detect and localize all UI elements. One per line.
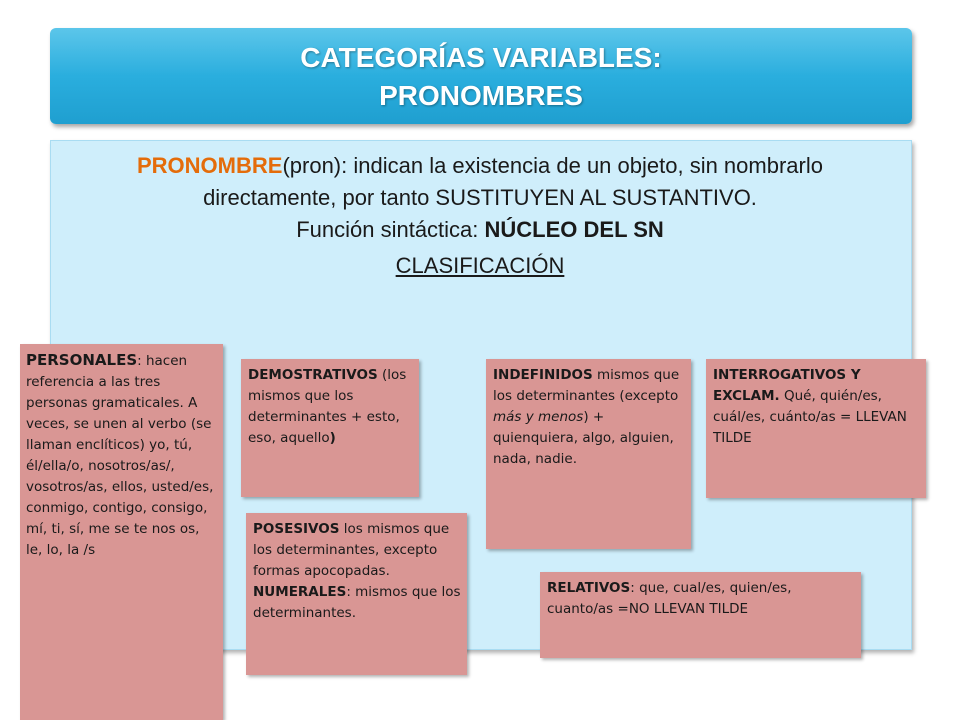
card-interrogativos xyxy=(706,359,926,498)
card-indefinidos xyxy=(486,359,691,549)
definition-line xyxy=(100,150,860,214)
title-banner xyxy=(50,28,912,124)
indefinidos-heading: INDEFINIDOS xyxy=(493,367,593,383)
demostrativos-closing: ) xyxy=(329,430,336,446)
demostrativos-text: (los mismos que los determinantes + esto, eso, aquello xyxy=(248,367,407,446)
pronombre-definition: (pron): indican la existencia de un objeto, sin nombrarlo directamente, por tanto SUSTITUYEN AL SUSTANTIVO. xyxy=(203,153,823,210)
classification-heading: CLASIFICACIÓN xyxy=(395,253,565,278)
posesivos-text: los mismos que los determinantes, excepto formas apocopadas. xyxy=(253,521,450,579)
card-relativos xyxy=(540,572,861,658)
function-line xyxy=(100,214,860,246)
card-personales xyxy=(20,344,223,720)
pronombre-term: PRONOMBRE xyxy=(137,153,283,178)
function-value: NÚCLEO DEL SN xyxy=(484,217,664,242)
relativos-heading: RELATIVOS xyxy=(547,580,631,596)
interrogativos-text: Qué, quién/es, cuál/es, cuánto/as = LLEVAN TILDE xyxy=(713,388,907,446)
numerales-text: : mismos que los determinantes. xyxy=(253,584,461,621)
personales-text: : hacen referencia a las tres personas gramaticales. A veces, se unen al verbo (se llaman enclíticos) yo, tú, él/ella/o, nosotros/as/, vosotros/as, ellos, usted/es, conmigo, contigo, consigo, mí, ti, sí, me se te nos os, le, lo, la /s xyxy=(26,353,214,558)
indefinidos-text-before: mismos que los determinantes (excepto xyxy=(493,367,680,404)
indefinidos-italic: más y menos xyxy=(493,409,584,425)
relativos-text: : que, cual/es, quien/es, cuanto/as =NO LLEVAN TILDE xyxy=(547,580,792,617)
title-line-1: CATEGORÍAS VARIABLES: xyxy=(300,42,662,73)
posesivos-heading: POSESIVOS xyxy=(253,521,340,537)
demostrativos-heading: DEMOSTRATIVOS xyxy=(248,367,378,383)
card-posesivos xyxy=(246,513,467,675)
card-demostrativos xyxy=(241,359,419,497)
indefinidos-text-after: ) + quienquiera, algo, alguien, nada, nadie. xyxy=(493,409,674,467)
personales-heading: PERSONALES xyxy=(26,351,138,369)
interrogativos-heading: INTERROGATIVOS Y EXCLAM. xyxy=(713,367,861,404)
numerales-heading: NUMERALES xyxy=(253,584,347,600)
function-label: Función sintáctica: xyxy=(296,217,485,242)
main-text xyxy=(100,150,860,282)
title-line-2: PRONOMBRES xyxy=(379,80,583,111)
